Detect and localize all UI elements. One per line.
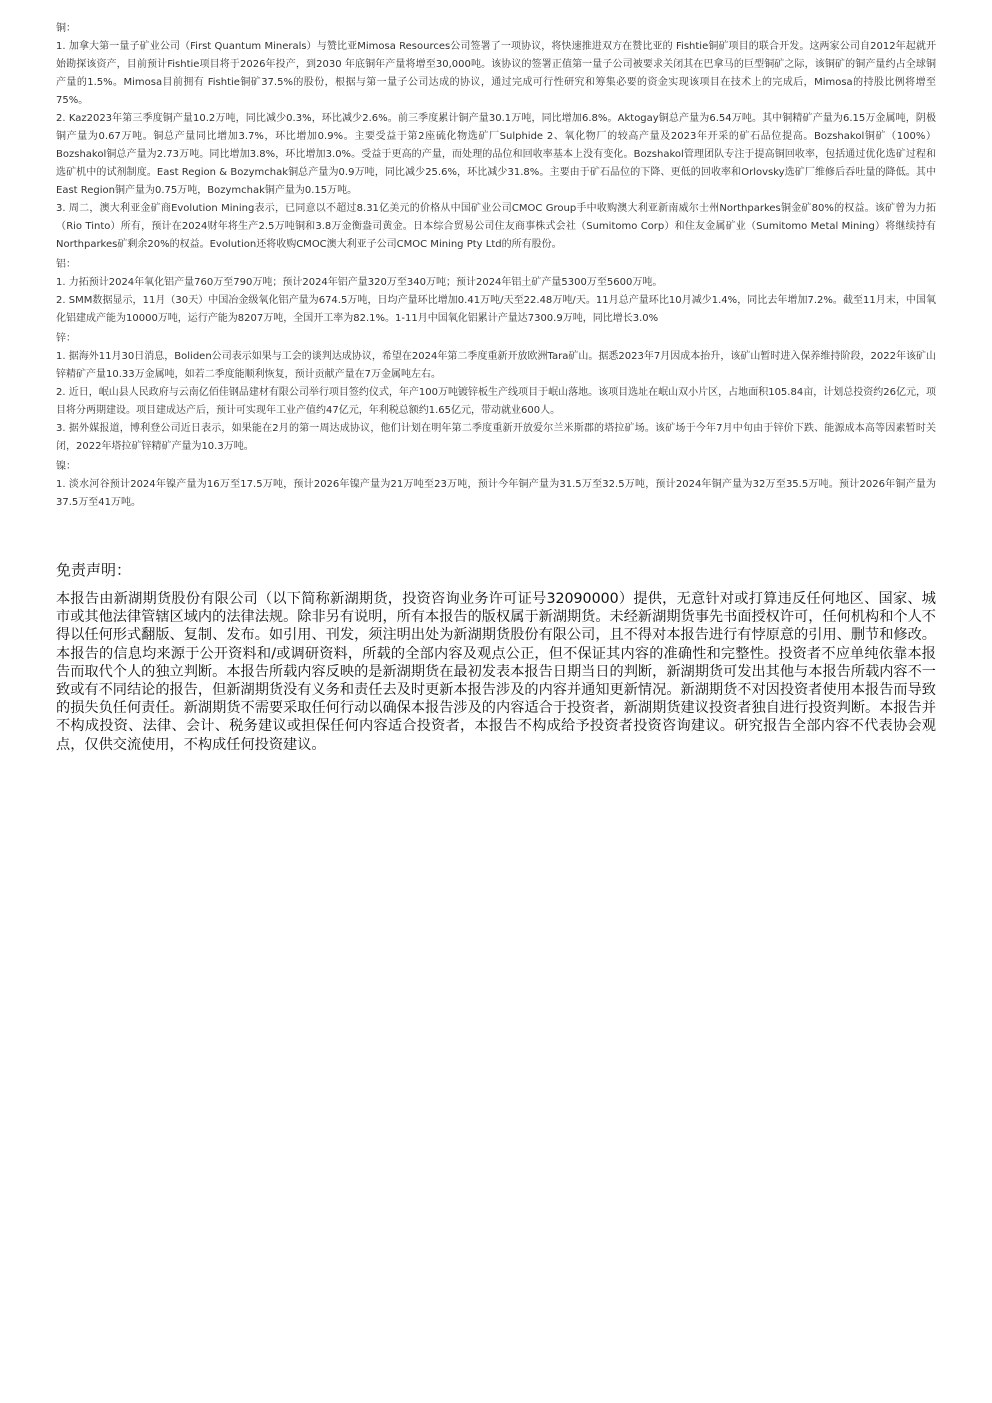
- section-copper: [56, 20, 936, 254]
- section-nickel: [56, 458, 936, 512]
- disclaimer: [56, 558, 936, 754]
- aluminum-item-1: 1. 力拓预计2024年氧化铝产量760万至790万吨；预计2024年铝产量320万至340万吨；预计2024年铝土矿产量5300万至5600万吨。: [56, 277, 663, 288]
- section-title-zinc: 锌：: [56, 333, 76, 344]
- zinc-item-2: 2. 近日，岷山县人民政府与云南亿佰佳钢品建材有限公司举行项目签约仪式，年产100万吨镀锌板生产线项目于岷山落地。该项目选址在岷山双小片区，占地面积105.84亩，计划总投资约26亿元，项目将分两期建设。项目建成达产后，预计可实现年工业产值约47亿元，年利税总额约1.65亿元，带动就业600人。: [56, 387, 936, 416]
- section-zinc: [56, 330, 936, 456]
- disclaimer-body: 本报告由新湖期货股份有限公司（以下简称新湖期货，投资咨询业务许可证号32090000）提供，无意针对或打算违反任何地区、国家、城市或其他法律管辖区域内的法律法规。除非另有说明，所有本报告的版权属于新湖期货。未经新湖期货事先书面授权许可，任何机构和个人不得以任何形式翻版、复制、发布。如引用、刊发，须注明出处为新湖期货股份有限公司，且不得对本报告进行有悖原意的引用、删节和修改。本报告的信息均来源于公开资料和/或调研资料，所载的全部内容及观点公正，但不保证其内容的准确性和完整性。投资者不应单纯依靠本报告而取代个人的独立判断。本报告所载内容反映的是新湖期货在最初发表本报告日期当日的判断，新湖期货可发出其他与本报告所载内容不一致或有不同结论的报告，但新湖期货没有义务和责任去及时更新本报告涉及的内容并通知更新情况。新湖期货不对因投资者使用本报告而导致的损失负任何责任。新湖期货不需要采取任何行动以确保本报告涉及的内容适合于投资者，新湖期货建议投资者独自进行投资判断。本报告并不构成投资、法律、会计、税务建议或担保任何内容适合投资者，本报告不构成给予投资者投资咨询建议。研究报告全部内容不代表协会观点，仅供交流使用，不构成任何投资建议。: [56, 591, 936, 753]
- zinc-item-3: 3. 据外媒报道，博利登公司近日表示，如果能在2月的第一周达成协议，他们计划在明年第二季度重新开放爱尔兰米斯郡的塔拉矿场。该矿场于今年7月中旬由于锌价下跌、能源成本高等因素暂时关闭，2022年塔拉矿锌精矿产量为10.3万吨。: [56, 423, 936, 452]
- nickel-item-1: 1. 淡水河谷预计2024年镍产量为16万至17.5万吨，预计2026年镍产量为21万吨至23万吨，预计今年铜产量为31.5万至32.5万吨，预计2024年铜产量为32万至35.5万吨。预计2026年铜产量为37.5万至41万吨。: [56, 479, 936, 508]
- section-title-copper: 铜：: [56, 23, 76, 34]
- copper-item-2: 2. Kaz2023年第三季度铜产量10.2万吨，同比减少0.3%，环比减少2.6%。前三季度累计铜产量30.1万吨，同比增加6.8%。Aktogay铜总产量为6.54万吨。其中铜精矿产量为6.15万金属吨，阴极铜产量为0.67万吨。铜总产量同比增加3.7%，环比增加0.9%。主要受益于第2座硫化物选矿厂Sulphide 2、氧化物厂的较高产量及2023年开采的矿石品位提高。Bozshakol铜矿（100%）Bozshakol铜总产量为2.73万吨。同比增加3.8%，环比增加3.0%。受益于更高的产量，而处理的品位和回收率基本上没有变化。Bozshakol管理团队专注于提高铜回收率，包括通过优化选矿过程和选矿机中的试剂制度。East Region & Bozymchak铜总产量为0.9万吨，同比减少25.6%，环比减少31.8%。主要由于矿石品位的下降、更低的回收率和Orlovsky选矿厂维修后吞吐量的降低。其中East Region铜产量为0.75万吨，Bozymchak铜产量为0.15万吨。: [56, 113, 936, 196]
- section-title-nickel: 镍：: [56, 461, 76, 472]
- copper-item-3: 3. 周二，澳大利亚金矿商Evolution Mining表示，已同意以不超过8.31亿美元的价格从中国矿业公司CMOC Group手中收购澳大利亚新南威尔士州Northparkes铜金矿80%的权益。该矿曾为力拓（Rio Tinto）所有，预计在2024财年将生产2.5万吨铜和3.8万金衡盎司黄金。日本综合贸易公司住友商事株式会社（Sumitomo Corp）和住友金属矿业（Sumitomo Metal Mining）将继续持有Northparkes矿剩余20%的权益。Evolution还将收购CMOC澳大利亚子公司CMOC Mining Pty Ltd的所有股份。: [56, 203, 936, 250]
- zinc-item-1: 1. 据海外11月30日消息，Boliden公司表示如果与工会的谈判达成协议，希望在2024年第二季度重新开放欧洲Tara矿山。据悉2023年7月因成本抬升，该矿山暂时进入保养维持阶段，2022年该矿山锌精矿产量10.33万金属吨，如若二季度能顺利恢复，预计贡献产量在7万金属吨左右。: [56, 351, 936, 380]
- aluminum-item-2: 2. SMM数据显示，11月（30天）中国冶金级氧化铝产量为674.5万吨，日均产量环比增加0.41万吨/天至22.48万吨/天。11月总产量环比10月减少1.4%，同比去年增加7.2%。截至11月末，中国氧化铝建成产能为10000万吨，运行产能为8207万吨，全国开工率为82.1%。1-11月中国氧化铝累计产量达7300.9万吨，同比增长3.0%: [56, 295, 936, 324]
- disclaimer-title: 免责声明：: [56, 561, 132, 579]
- section-aluminum: [56, 256, 936, 328]
- copper-item-1: 1. 加拿大第一量子矿业公司（First Quantum Minerals）与赞比亚Mimosa Resources公司签署了一项协议，将快速推进双方在赞比亚的 Fishtie铜矿项目的联合开发。这两家公司自2012年起就开始勘探该资产，目前预计Fishtie项目将于2026年投产，到2030 年底铜年产量将增至30,000吨。该协议的签署正值第一量子公司被要求关闭其在巴拿马的巨型铜矿之际，该铜矿的铜产量约占全球铜产量的1.5%。Mimosa目前拥有 Fishtie铜矿37.5%的股份，根据与第一量子公司达成的协议，通过完成可行性研究和筹集必要的资金实现该项目在技术上的完成后，Mimosa的持股比例将增至75%。: [56, 41, 936, 106]
- section-title-aluminum: 铝：: [56, 259, 76, 270]
- report-body: [56, 18, 936, 512]
